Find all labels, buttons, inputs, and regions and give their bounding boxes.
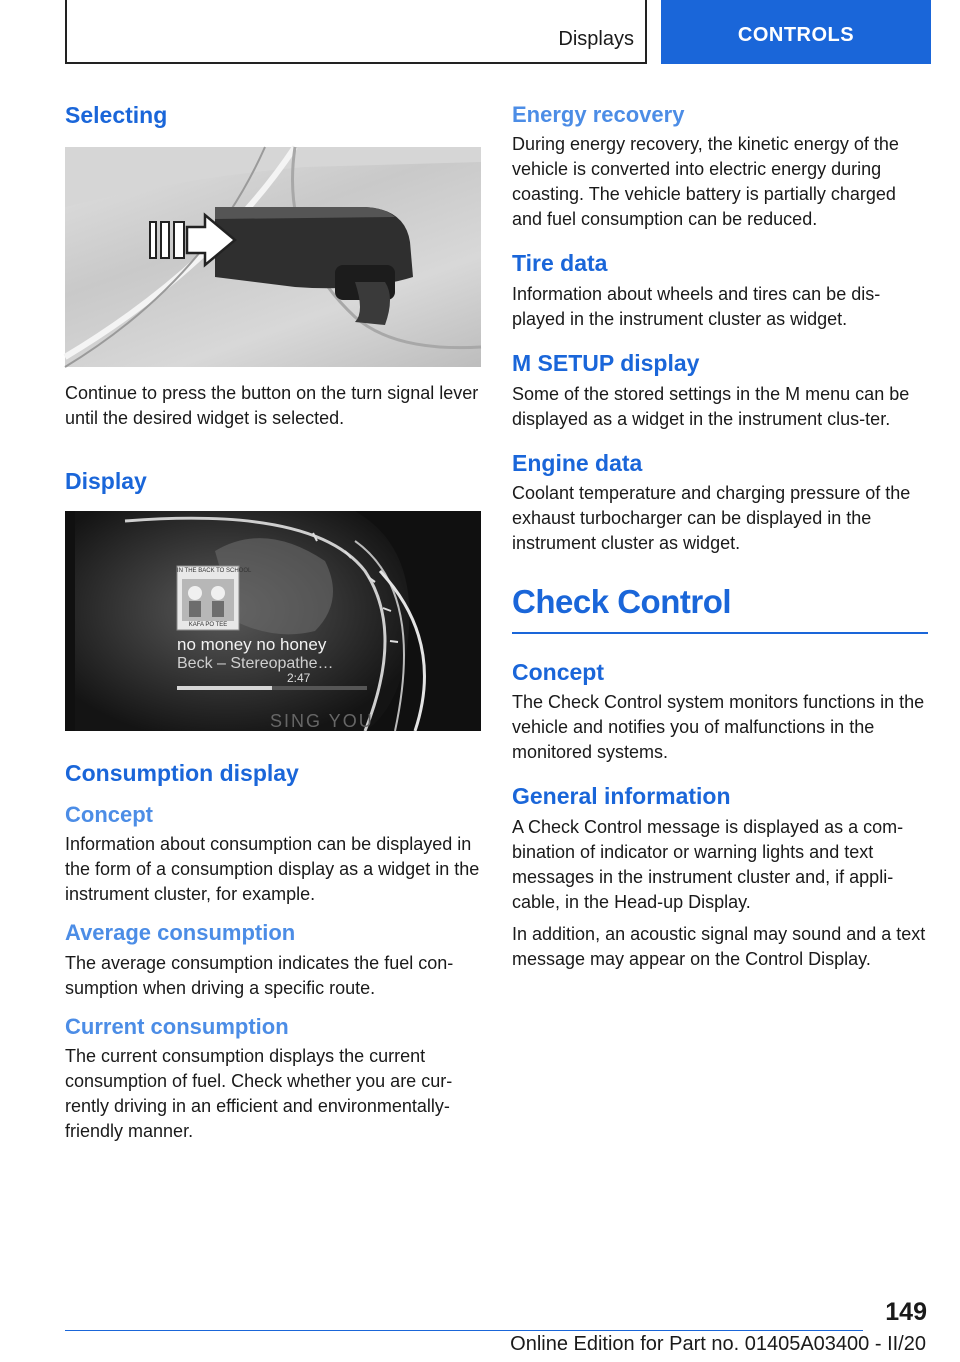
check-control-rule bbox=[512, 632, 928, 634]
display-heading: Display bbox=[65, 467, 147, 494]
average-consumption-text: The average consumption indicates the fuel con-sumption when driving a specific route. bbox=[65, 952, 454, 998]
energy-recovery-heading: Energy recovery bbox=[512, 102, 685, 127]
left-column bbox=[65, 98, 481, 1144]
current-consumption-heading: Current consumption bbox=[65, 1013, 289, 1039]
check-control-heading: Check Control bbox=[512, 583, 732, 621]
instrument-cluster-display-photo bbox=[65, 511, 481, 731]
cc-concept-heading: Concept bbox=[512, 658, 604, 685]
footer-rule bbox=[65, 1330, 863, 1331]
m-setup-display-text: Some of the stored settings in the M menu can be displayed as a widget in the instrument clus-ter. bbox=[512, 383, 910, 429]
selecting-heading: Selecting bbox=[65, 102, 168, 128]
consumption-display-heading: Consumption display bbox=[65, 760, 299, 787]
right-column bbox=[512, 98, 928, 972]
engine-data-text: Coolant temperature and charging pressure of the exhaust turbocharger can be displayed in the instrument cluster as widget. bbox=[512, 483, 911, 554]
selecting-text: Continue to press the button on the turn signal lever until the desired widget is selected. bbox=[65, 382, 479, 428]
energy-recovery-text: During energy recovery, the kinetic energy of the vehicle is converted into electric energy during coasting. The vehicle battery is partially charged and fuel consumption can be reduced. bbox=[512, 134, 899, 230]
chapter-tab: CONTROLS bbox=[661, 0, 931, 64]
concept-heading: Concept bbox=[65, 801, 153, 827]
page-number: 149 bbox=[885, 1298, 927, 1326]
average-consumption-heading: Average consumption bbox=[65, 920, 296, 946]
general-information-text-2: In addition, an acoustic signal may sound and a text message may appear on the Control Display. bbox=[512, 923, 926, 969]
tire-data-heading: Tire data bbox=[512, 250, 608, 277]
general-information-heading: General information bbox=[512, 783, 731, 810]
cover-art-top-text: IN THE BACK TO SCHOOL bbox=[177, 568, 252, 575]
m-setup-display-heading: M SETUP display bbox=[512, 349, 700, 376]
background-text: SING YOU bbox=[270, 711, 374, 732]
concept-text: Information about consumption can be displayed in the form of a consumption display as a widget in the instrument cluster, for example. bbox=[65, 834, 480, 905]
turn-signal-lever-illustration bbox=[65, 147, 481, 367]
edition-note: Online Edition for Part no. 01405A03400 - II/20 bbox=[510, 1333, 926, 1355]
engine-data-heading: Engine data bbox=[512, 449, 643, 476]
artist-title: Beck – Stereopathe… bbox=[177, 655, 334, 673]
track-time: 2:47 bbox=[287, 671, 311, 686]
tire-data-text: Information about wheels and tires can be dis-played in the instrument cluster as widget. bbox=[512, 283, 881, 329]
cover-art-bottom-text: KAFA PO TEE bbox=[188, 622, 228, 629]
section-title: Displays bbox=[558, 28, 634, 50]
current-consumption-text: The current consumption displays the current consumption of fuel. Check whether you are cur-rently driving in an efficient and environmentally-friendly manner. bbox=[65, 1045, 453, 1141]
song-title: no money no honey bbox=[177, 635, 327, 655]
cc-concept-text: The Check Control system monitors functions in the vehicle and notifies you of malfunctions in the monitored systems. bbox=[512, 692, 925, 763]
general-information-text-1: A Check Control message is displayed as a com-bination of indicator or warning lights and text messages in the instrument cluster and, if appli-cable, in the Head-up Display. bbox=[512, 816, 904, 912]
